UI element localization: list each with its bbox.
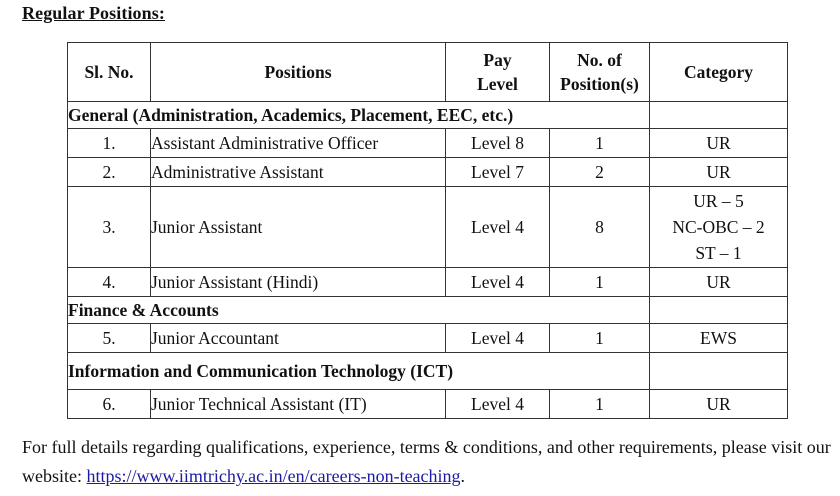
cell-pay-level: Level 8 xyxy=(446,129,550,158)
cell-pay-level: Level 4 xyxy=(446,268,550,297)
section-title: Finance & Accounts xyxy=(68,297,650,324)
footer-text: For full details regarding qualifications, experience, terms & conditions, and other requirements, please visit our website: xyxy=(22,437,831,486)
cell-position: Junior Accountant xyxy=(151,324,446,353)
table-row xyxy=(68,324,788,353)
footer-note xyxy=(22,433,837,491)
header-count-line2: Position(s) xyxy=(560,74,639,94)
footer-suffix: . xyxy=(460,466,466,486)
cell-count: 1 xyxy=(550,129,650,158)
cell-category: UR xyxy=(650,390,788,419)
header-pay-level xyxy=(446,43,550,102)
cell-count: 8 xyxy=(550,187,650,268)
table-row xyxy=(68,129,788,158)
header-count-line1: No. of xyxy=(577,50,622,70)
cell-count: 1 xyxy=(550,390,650,419)
section-row xyxy=(68,297,788,324)
cell-count: 1 xyxy=(550,324,650,353)
positions-table xyxy=(67,42,788,419)
cell-count: 1 xyxy=(550,268,650,297)
cell-category: UR xyxy=(650,268,788,297)
header-count xyxy=(550,43,650,102)
cell-sl: 3. xyxy=(68,187,151,268)
cell-position: Junior Assistant (Hindi) xyxy=(151,268,446,297)
section-row xyxy=(68,102,788,129)
cell-position: Junior Technical Assistant (IT) xyxy=(151,390,446,419)
category-line: NC-OBC – 2 xyxy=(672,217,765,237)
cell-count: 2 xyxy=(550,158,650,187)
cell-sl: 4. xyxy=(68,268,151,297)
section-title: Information and Communication Technology (ICT) xyxy=(68,353,650,390)
table-row xyxy=(68,268,788,297)
header-positions: Positions xyxy=(151,43,446,102)
cell-position: Junior Assistant xyxy=(151,187,446,268)
cell-sl: 2. xyxy=(68,158,151,187)
cell-pay-level: Level 4 xyxy=(446,390,550,419)
section-empty-cell xyxy=(650,102,788,129)
table-header-row xyxy=(68,43,788,102)
cell-category: UR xyxy=(650,129,788,158)
category-line: UR – 5 xyxy=(693,191,744,211)
cell-category: UR xyxy=(650,158,788,187)
header-sl-no: Sl. No. xyxy=(68,43,151,102)
cell-sl: 1. xyxy=(68,129,151,158)
cell-sl: 5. xyxy=(68,324,151,353)
cell-pay-level: Level 7 xyxy=(446,158,550,187)
section-title: General (Administration, Academics, Placement, EEC, etc.) xyxy=(68,102,650,129)
cell-category: EWS xyxy=(650,324,788,353)
cell-pay-level: Level 4 xyxy=(446,187,550,268)
cell-pay-level: Level 4 xyxy=(446,324,550,353)
header-pay-level-line2: Level xyxy=(477,74,518,94)
table-row xyxy=(68,187,788,268)
table-row xyxy=(68,390,788,419)
cell-position: Assistant Administrative Officer xyxy=(151,129,446,158)
cell-position: Administrative Assistant xyxy=(151,158,446,187)
section-row xyxy=(68,353,788,390)
section-empty-cell xyxy=(650,297,788,324)
header-category: Category xyxy=(650,43,788,102)
section-empty-cell xyxy=(650,353,788,390)
cell-sl: 6. xyxy=(68,390,151,419)
page-heading: Regular Positions: xyxy=(22,3,165,23)
header-pay-level-line1: Pay xyxy=(483,50,512,70)
table-row xyxy=(68,158,788,187)
category-line: ST – 1 xyxy=(695,243,742,263)
cell-category xyxy=(650,187,788,268)
careers-link[interactable]: https://www.iimtrichy.ac.in/en/careers-non-teaching xyxy=(86,466,461,486)
